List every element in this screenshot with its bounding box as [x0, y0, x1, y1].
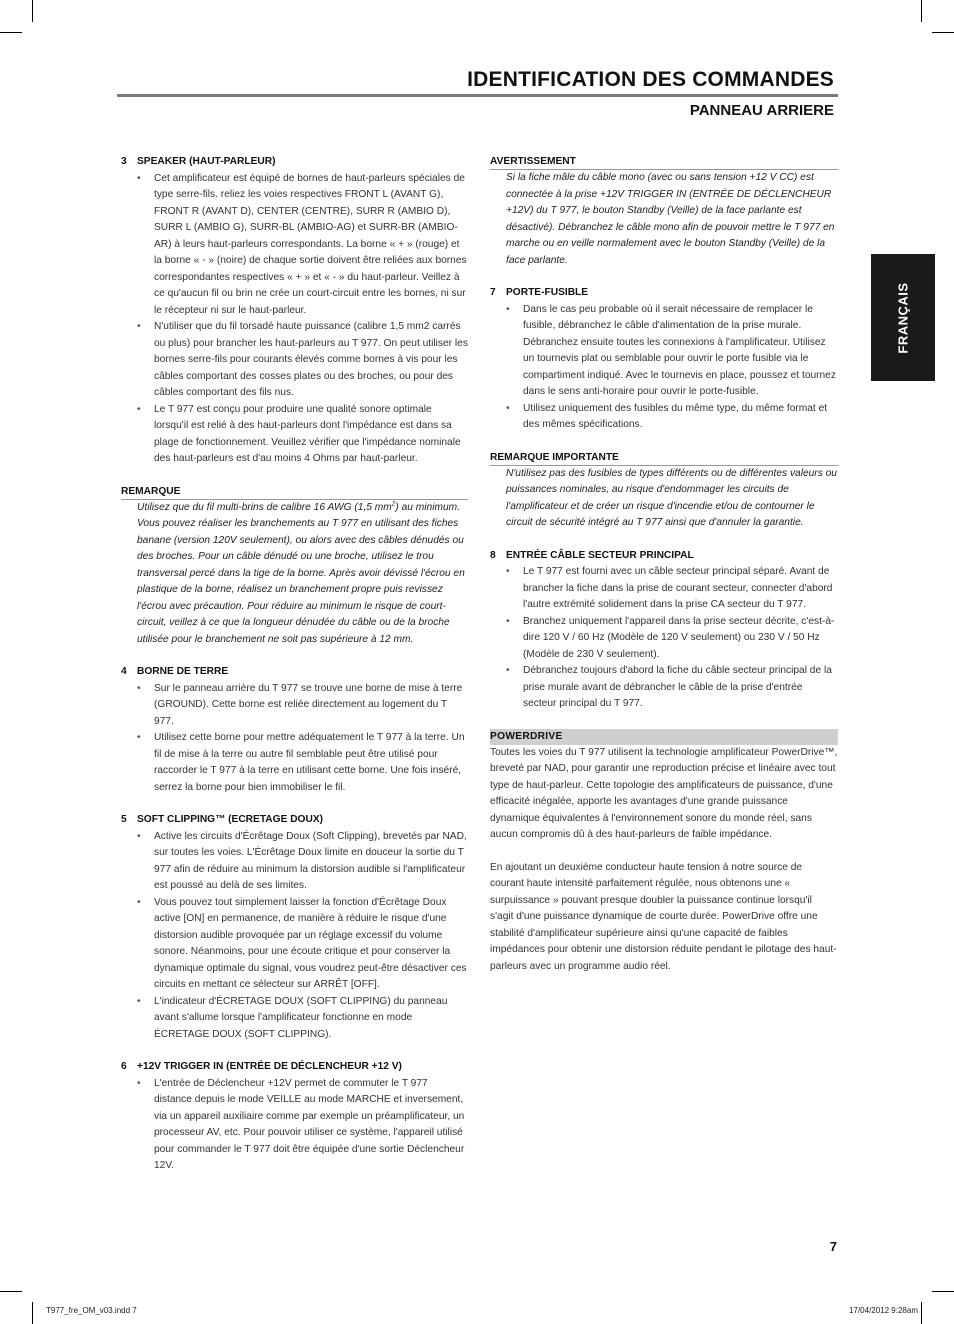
note-superscript: 2	[391, 500, 396, 508]
important-note-heading: REMARQUE IMPORTANTE	[490, 450, 838, 466]
bullet-list	[121, 829, 468, 1044]
powerdrive-paragraph: En ajoutant un deuxième conducteur haute tension à notre source de courant haute intensité parfaitement régulée, nous obtenons une « surpuissance » pouvant presque doubler la puissance continue lorsqu'il s'agit d'une puissance dynamique de courte durée. PowerDrive offre une stabilité d'amplificateur supérieure ainsi qu'une capacité de faibles impédances pour obtenir une distorsion réduite pendant le pilotage des haut-parleurs avec un programme audio réel.	[490, 861, 837, 972]
section-number: 7	[490, 287, 496, 298]
footer-file-info: T977_fre_OM_v03.indd 7	[46, 1306, 137, 1315]
left-column	[121, 154, 468, 1175]
section-number: 3	[121, 156, 127, 167]
page-title: IDENTIFICATION DES COMMANDES	[467, 68, 834, 91]
section-heading-6	[121, 1059, 468, 1076]
bullet-list	[121, 171, 468, 468]
section-heading-4	[121, 664, 468, 681]
bullet-list	[121, 681, 468, 797]
crop-mark	[921, 1302, 922, 1324]
section-number: 4	[121, 666, 127, 677]
section-title: BORNE DE TERRE	[137, 666, 229, 677]
list-item: • Active les circuits d'Écrêtage Doux (Soft Clipping), brevetés par NAD, sur toutes les voies. L'Écrêtage Doux limite en douceur la sortie du T 977 afin de réduire au minimum la distorsion audible si l'amplificateur est poussé au delà de ses limites.	[137, 829, 468, 895]
warning-body: Si la fiche mâle du câble mono (avec ou sans tension +12 V CC) est connectée à la prise +12V TRIGGER IN (ENTRÉE DE DÉCLENCHEUR +12V) du T 977, le bouton Standby (Veille) de la face parlante est désactivé). Débranchez le câble mono afin de pouvoir mettre le T 977 en marche ou en veille normalement avec le bouton Standby (Veille) de la face parlante.	[506, 172, 835, 266]
list-item: • Le T 977 est conçu pour produire une qualité sonore optimale lorsqu'il est relié à des haut-parleurs dont l'impédance est dans sa plage de fonctionnement. Veuillez vérifier que l'impédance nominale des haut-parleurs est d'au moins 4 Ohms par haut-parleur.	[137, 402, 468, 468]
note-text: ) au minimum. Vous pouvez réaliser les branchements au T 977 en utilisant des fiches banane (version 120V seulement), ou alors avec des câbles dénudés ou des broches. Pour un câble dénudé ou une broche, utilisez le trou transversal percé dans la tige de la borne. Après avoir dévissé l'écrou en plastique de la borne, réalisez un branchement propre puis revissez l'écrou avec précaution. Pour réduire au minimum le risque de court-circuit, veillez à ce que la longueur dénudée du câble ou de la broche utilisée pour le branchement ne soit pas supérieure à 12 mm.	[137, 501, 465, 645]
page-subtitle: PANNEAU ARRIERE	[689, 102, 834, 119]
language-tab-label: FRANÇAIS	[895, 281, 911, 354]
bullet-list	[490, 302, 838, 434]
warning-heading: AVERTISSEMENT	[490, 154, 838, 170]
crop-mark	[932, 1291, 954, 1292]
list-item: • Sur le panneau arrière du T 977 se trouve une borne de mise à terre (GROUND). Cette borne est reliée directement au logement du T 977.	[137, 681, 468, 731]
list-item: • Branchez uniquement l'appareil dans la prise secteur décrite, c'est-à-dire 120 V / 60 Hz (Modèle de 120 V seulement) ou 230 V / 50 Hz (Modèle de 230 V seulement).	[506, 614, 838, 664]
right-column	[490, 154, 838, 975]
list-item: • Débranchez toujours d'abord la fiche du câble secteur principal de la prise murale avant de débrancher le câble de la prise d'entrée secteur principal du T 977.	[506, 663, 838, 713]
crop-mark	[32, 1302, 33, 1324]
list-item: • Le T 977 est fourni avec un câble secteur principal séparé. Avant de brancher la fiche dans la prise de courant secteur, connecter d'abord l'autre extrémité solidement dans la prise CA secteur du T 977.	[506, 564, 838, 614]
crop-mark	[932, 32, 954, 33]
bullet-list	[490, 564, 838, 713]
section-number: 5	[121, 814, 127, 825]
list-item: • N'utiliser que du fil torsadé haute puissance (calibre 1,5 mm2 carrés ou plus) pour brancher les haut-parleurs au T 977. On peut utiliser les bornes serre-fils pour courants élevés comme bornes à vis pour les câbles comportant des cosses plates ou des broches, ou pour des câbles comportant des fils nus.	[137, 319, 468, 402]
list-item: • Utilisez uniquement des fusibles du même type, du même format et des mêmes spécifications.	[506, 401, 838, 434]
powerdrive-heading: POWERDRIVE	[490, 729, 838, 745]
section-title: SOFT CLIPPING™ (ECRETAGE DOUX)	[137, 814, 324, 825]
important-note-body: N'utilisez pas des fusibles de types différents ou de différentes valeurs ou puissances nominales, au risque d'endommager les circuits de l'amplificateur et de créer un risque d'incendie et/ou de contourner le circuit de sécurité intégré au T 977 ainsi que d'annuler la garantie.	[506, 467, 837, 528]
list-item: • Dans le cas peu probable où il serait nécessaire de remplacer le fusible, débranchez le câble d'alimentation de la prise murale. Débranchez ensuite toutes les connexions à l'amplificateur. Utilisez un tournevis plat ou semblable pour ouvrir le porte fusible via le compartiment indiqué. Avec le tournevis en place, poussez et tournez dans le sens anti-horaire pour ouvrir le porte-fusible.	[506, 302, 838, 401]
section-heading-3	[121, 154, 468, 171]
list-item: • Utilisez cette borne pour mettre adéquatement le T 977 à la terre. Un fil de mise à la terre ou autre fil semblable peut être utilisé pour raccorder le T 977 à la terre en utilisant cette borne. Une fois inséré, serrez la borne pour bien immobiliser le fil.	[137, 730, 468, 796]
crop-mark	[0, 1291, 22, 1292]
list-item: • L'indicateur d'ÉCRETAGE DOUX (SOFT CLIPPING) du panneau avant s'allume lorsque l'amplificateur fonctionne en mode ÉCRETAGE DOUX (SOFT CLIPPING).	[137, 994, 468, 1044]
section-heading-7	[490, 285, 838, 302]
section-number: 8	[490, 549, 496, 561]
section-title: +12V TRIGGER IN (ENTRÉE DE DÉCLENCHEUR +12 V)	[137, 1061, 402, 1072]
footer-date-time: 17/04/2012 9:28am	[849, 1306, 918, 1315]
list-item: • Cet amplificateur est équipé de bornes de haut-parleurs spéciales de type serre-fils. reliez les voies respectives FRONT L (AVANT G), FRONT R (AVANT D), CENTER (CENTRE), SURR R (AMBIO D), SURR L (AMBIO G), SURR-BL (AMBIO-AG) et SURR-BR (AMBIO-AR) à leurs haut-parleurs correspondants. La borne « + » (rouge) et la borne « - » (noire) de chaque sortie doivent être reliées aux bornes correspondantes respectives « + » et « - » du haut-parleur. Veillez à ce qu'aucun fil ou brin ne crée un court-circuit entre les bornes, ni sur le récepteur ni sur le haut-parleur.	[137, 171, 468, 320]
crop-mark	[32, 0, 33, 22]
note-heading: REMARQUE	[121, 484, 468, 500]
powerdrive-paragraph: Toutes les voies du T 977 utilisent la technologie amplificateur PowerDrive™, breveté par NAD, pour garantir une reproduction précise et linéaire avec tout type de haut-parleur. Cette topologie des amplificateurs de puissance, d'une efficacité inégalée, apporte les avantages d'une grande puissance dynamique équivalentes à l'environnement sonore du monde réel, sans aucun compromis dû à des haut-parleurs de faible impédance.	[490, 746, 838, 840]
page-number: 7	[829, 1239, 837, 1254]
section-title: ENTRÉE CÂBLE SECTEUR PRINCIPAL	[506, 549, 694, 561]
list-item: • Vous pouvez tout simplement laisser la fonction d'Écrêtage Doux active [ON] en permanence, de manière à réduire le risque d'une distorsion audible provoquée par un réglage excessif du volume sonore. Néanmoins, pour une écoute critique et pour conserver la dynamique optimale du signal, vous voudrez peut-être désactiver ces circuits en mettant ce sélecteur sur ARRÊT [OFF].	[137, 895, 468, 994]
note-body	[121, 500, 468, 649]
section-title: SPEAKER (HAUT-PARLEUR)	[137, 156, 276, 167]
section-heading-5	[121, 812, 468, 829]
bullet-list	[121, 1076, 468, 1175]
crop-mark	[921, 0, 922, 22]
section-heading-8	[490, 548, 838, 565]
header-rule	[117, 94, 838, 97]
section-number: 6	[121, 1061, 127, 1072]
section-title: PORTE-FUSIBLE	[506, 287, 589, 298]
note-text: Utilisez que du fil multi-brins de calibre 16 AWG (1,5 mm	[137, 501, 392, 513]
list-item: • L'entrée de Déclencheur +12V permet de commuter le T 977 distance depuis le mode VEILLE au mode MARCHE et inversement, via un appareil auxiliaire comme par exemple un préamplificateur, un processeur AV, etc. Pour pouvoir utiliser ce système, l'appareil utilisé pour commander le T 977 doit être équipée d'une sortie Déclencheur 12V.	[137, 1076, 468, 1175]
crop-mark	[0, 32, 22, 33]
language-tab	[871, 254, 935, 381]
